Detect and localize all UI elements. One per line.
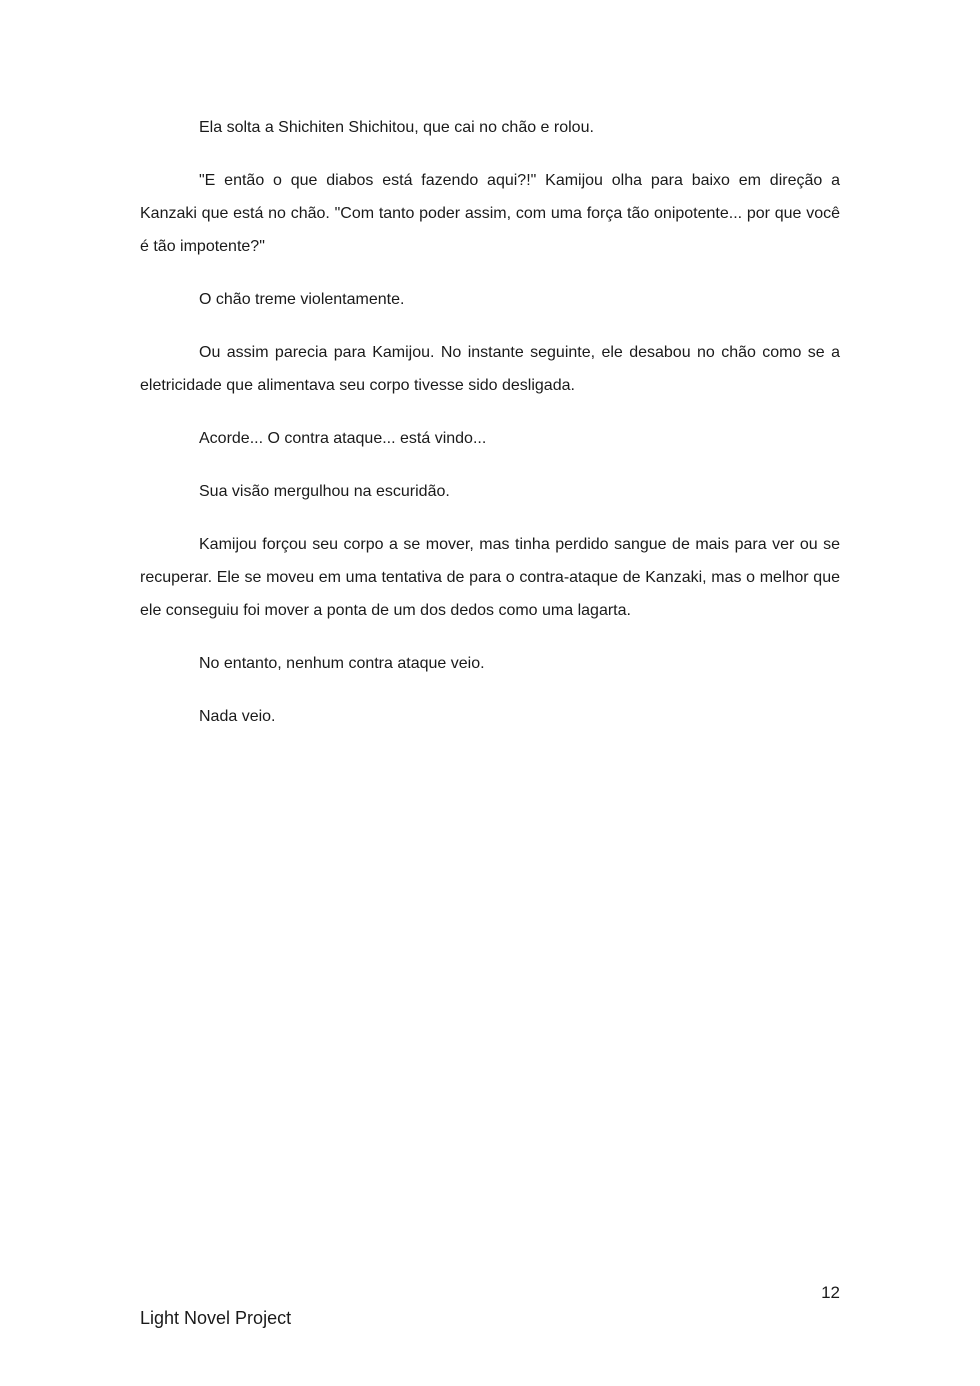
paragraph-5: Acorde... O contra ataque... está vindo... [199, 430, 487, 447]
paragraph-9: Nada veio. [199, 708, 276, 725]
paragraph-7: Kamijou forçou seu corpo a se mover, mas tinha perdido sangue de mais para ver ou se recuperar. Ele se moveu em uma tentativa de para o contra-ataque de Kanzaki, mas o melhor que ele conseguiu foi mover a ponta de um dos dedos como uma lagarta. [140, 536, 840, 619]
page-number: 12 [821, 1283, 840, 1302]
paragraph-4: Ou assim parecia para Kamijou. No instante seguinte, ele desabou no chão como se a eletricidade que alimentava seu corpo tivesse sido desligada. [140, 344, 840, 394]
paragraph-3: O chão treme violentamente. [199, 291, 405, 308]
paragraph-1: Ela solta a Shichiten Shichitou, que cai no chão e rolou. [199, 119, 594, 136]
paragraph-8: No entanto, nenhum contra ataque veio. [199, 655, 485, 672]
paragraph-6: Sua visão mergulhou na escuridão. [199, 483, 450, 500]
page-body [140, 111, 840, 753]
paragraph-2: "E então o que diabos está fazendo aqui?!" Kamijou olha para baixo em direção a Kanzaki que está no chão. "Com tanto poder assim, com uma força tão onipotente... por que você é tão impotente?" [140, 172, 840, 255]
footer-label: Light Novel Project [140, 1308, 292, 1328]
